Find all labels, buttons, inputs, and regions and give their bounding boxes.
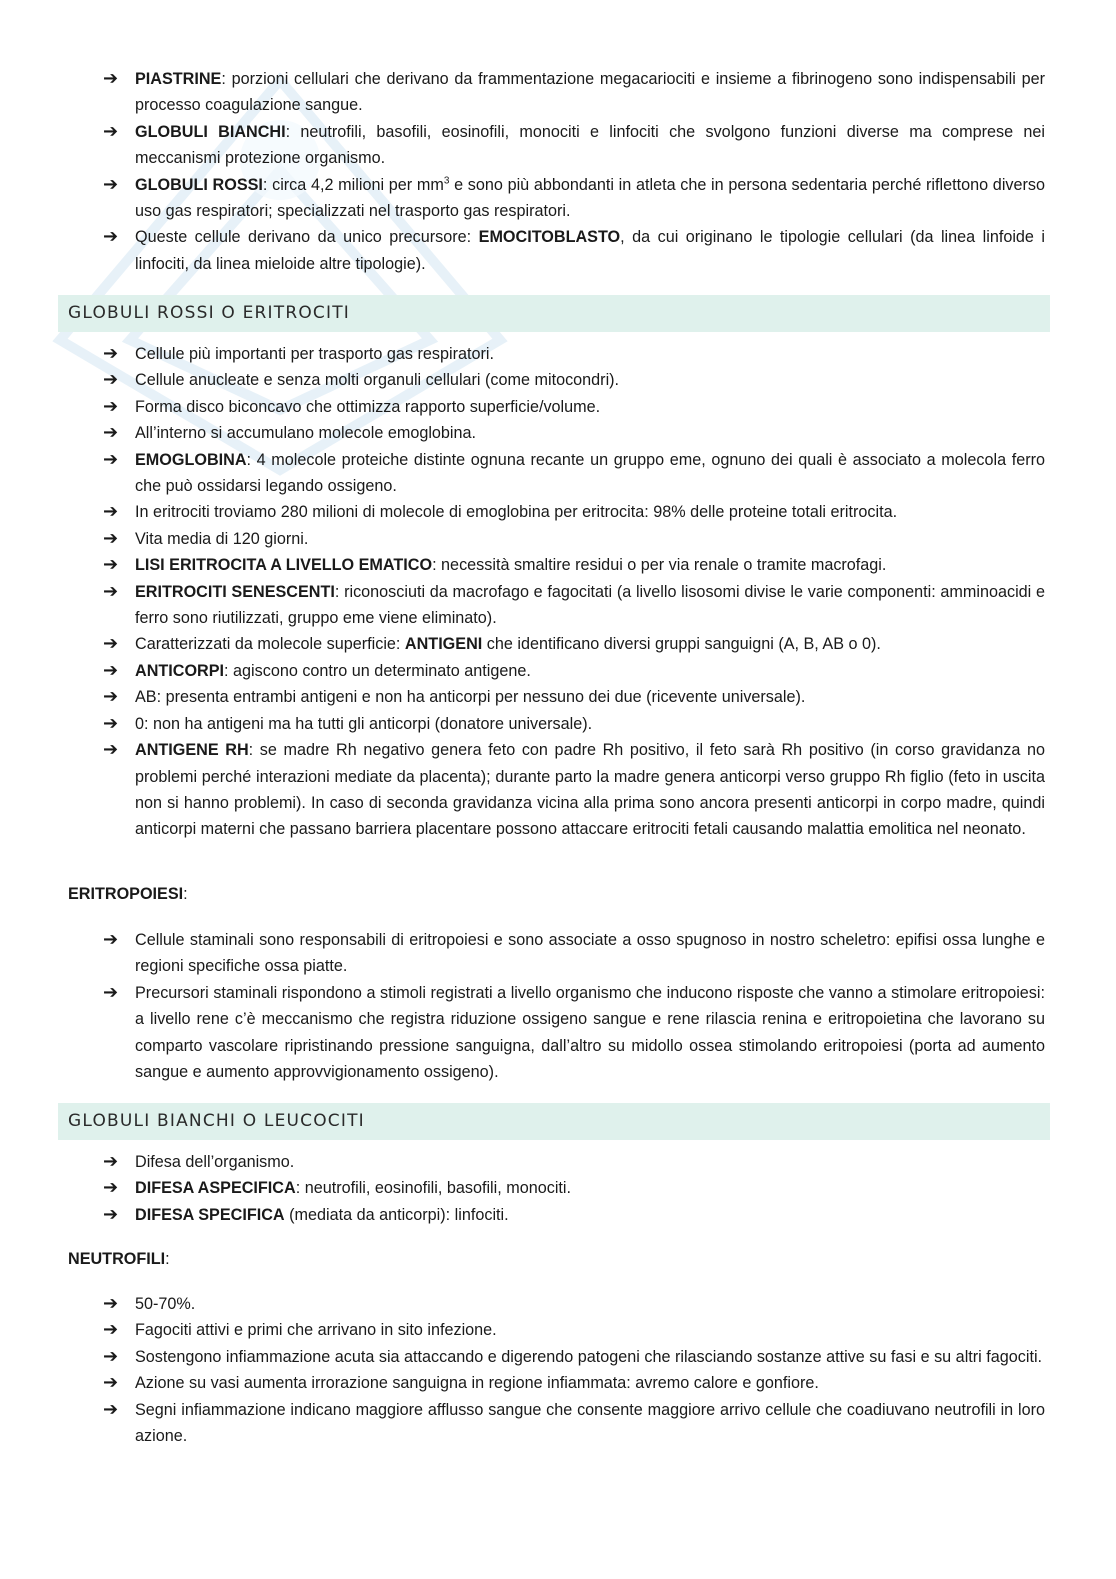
list-item: ➔ Fagociti attivi e primi che arrivano in sito infezione. bbox=[103, 1319, 497, 1341]
arrow-right-icon: ➔ bbox=[103, 554, 119, 576]
arrow-right-icon: ➔ bbox=[103, 369, 119, 391]
section-title: GLOBULI ROSSI O ERITROCITI bbox=[68, 303, 351, 323]
neutrofili-list bbox=[100, 1291, 1045, 1449]
arrow-right-icon: ➔ bbox=[103, 686, 119, 708]
list-item: ➔ In eritrociti troviamo 280 milioni di molecole di emoglobina per eritrocita: 98% delle proteine totali eritrocita. bbox=[103, 501, 898, 523]
list-item: ➔ AB: presenta entrambi antigeni e non ha anticorpi per nessuno dei due (ricevente universale). bbox=[103, 686, 806, 708]
list-item: ➔ Sostengono infiammazione acuta sia attaccando e digerendo patogeni che rilasciando sostanze attive su fasi e su altri fagociti. bbox=[103, 1345, 1043, 1367]
list-item: ➔ 0: non ha antigeni ma ha tutti gli anticorpi (donatore universale). bbox=[103, 712, 593, 734]
arrow-right-icon: ➔ bbox=[103, 712, 119, 734]
list-item: ➔ Azione su vasi aumenta irrorazione sanguigna in regione infiammata: avremo calore e gonfiore. bbox=[103, 1372, 819, 1394]
arrow-right-icon: ➔ bbox=[103, 981, 119, 1003]
list-item: ➔ EMOGLOBINA: 4 molecole proteiche distinte ognuna recante un gruppo eme, ognuno dei quali è associato a molecola ferro che può ossidarsi legando ossigeno. bbox=[103, 448, 1045, 496]
arrow-right-icon: ➔ bbox=[103, 448, 119, 470]
list-item: ➔ Segni infiammazione indicano maggiore afflusso sangue che consente maggiore arrivo cellule che coadiuvano neutrofili in loro azione. bbox=[103, 1398, 1045, 1446]
arrow-right-icon: ➔ bbox=[103, 1203, 119, 1225]
list-item: ➔ Caratterizzati da molecole superficie: ANTIGENI che identificano diversi gruppi sanguigni (A, B, AB o 0). bbox=[103, 633, 881, 655]
globuli-rossi-list bbox=[100, 341, 1045, 843]
arrow-right-icon: ➔ bbox=[103, 501, 119, 523]
arrow-right-icon: ➔ bbox=[103, 226, 119, 248]
arrow-right-icon: ➔ bbox=[103, 580, 119, 602]
arrow-right-icon: ➔ bbox=[103, 1177, 119, 1199]
list-item: ➔ Cellule staminali sono responsabili di eritropoiesi e sono associate a osso spugnoso in nostro scheletro: epifisi ossa lunghe e regioni specifiche ossa piatte. bbox=[103, 929, 1045, 976]
list-item: ➔ ANTIGENE RH: se madre Rh negativo genera feto con padre Rh positivo, il feto sarà Rh positivo (in corso gravidanza no problemi perché interazioni mediate da placenta); durante parto la madre genera anticorpi verso gruppo Rh figlio (feto in uscita non si hanno problemi). In caso di seconda gravidanza vicina alla prima sono ancora presenti anticorpi in corpo madre, quindi anticorpi materni che passano barriera placentare possono attaccare eritrociti fetali causando malattia emolitica nel neonato. bbox=[103, 739, 1045, 839]
subheading-eritropoiesi: ERITROPOIESI: bbox=[68, 885, 188, 903]
list-item: ➔ Queste cellule derivano da unico precursore: EMOCITOBLASTO, da cui originano le tipologie cellulari (da linea linfoide i linfociti, da linea mieloide altre tipologie). bbox=[103, 226, 1046, 273]
arrow-right-icon: ➔ bbox=[103, 68, 119, 89]
list-item: ➔ LISI ERITROCITA A LIVELLO EMATICO: necessità smaltire residui o per via renale o tramite macrofagi. bbox=[103, 554, 887, 576]
section-heading-globuli-rossi bbox=[58, 295, 1050, 332]
arrow-right-icon: ➔ bbox=[103, 395, 119, 417]
arrow-right-icon: ➔ bbox=[103, 1345, 119, 1367]
list-item: ➔ Vita media di 120 giorni. bbox=[103, 527, 309, 549]
globuli-bianchi-list bbox=[100, 1149, 1045, 1228]
arrow-right-icon: ➔ bbox=[103, 1151, 119, 1172]
arrow-right-icon: ➔ bbox=[103, 659, 119, 681]
list-item: ➔ Forma disco biconcavo che ottimizza rapporto superficie/volume. bbox=[103, 395, 601, 417]
arrow-right-icon: ➔ bbox=[103, 929, 119, 950]
eritropoiesi-list bbox=[100, 927, 1045, 1085]
arrow-right-icon: ➔ bbox=[103, 1319, 119, 1341]
list-item: ➔ ERITROCITI SENESCENTI: riconosciuti da macrofago e fagocitati (a livello lisosomi divise le varie componenti: amminoacidi e ferro sono riutilizzati, gruppo eme viene eliminato). bbox=[103, 580, 1045, 628]
list-item: ➔ Precursori staminali rispondono a stimoli registrati a livello organismo che inducono risposte che vanno a stimolare eritropoiesi: a livello rene c’è meccanismo che registra riduzione ossigeno sangue e rene rilascia renina e eritropoietina che lavorano su comparto vascolare ripristinando pressione sanguigna, dall’altro su midollo ossea stimolando eritropoiesi (porta ad aumento sangue e aumento approvvigionamento ossigeno). bbox=[103, 981, 1045, 1082]
arrow-right-icon: ➔ bbox=[103, 527, 119, 549]
list-item: ➔ GLOBULI ROSSI: circa 4,2 milioni per $mm^3$ e sono più abbondanti in atleta che in persona sedentaria perché riflettono diverso uso gas respiratori; specializzati nel trasporto gas respiratori. bbox=[103, 173, 1045, 221]
arrow-right-icon: ➔ bbox=[103, 173, 119, 195]
list-item: ➔ Cellule più importanti per trasporto gas respiratori. bbox=[103, 343, 494, 364]
section-heading-globuli-bianchi bbox=[58, 1103, 1050, 1140]
intro-list bbox=[100, 66, 1045, 277]
list-item: ➔ PIASTRINE: porzioni cellulari che derivano da frammentazione megacariociti e insieme a fibrinogeno sono indispensabili per processo coagulazione sangue. bbox=[103, 68, 1045, 115]
list-item: ➔ 50-70%. bbox=[103, 1293, 196, 1314]
list-item: ➔ ANTICORPI: agiscono contro un determinato antigene. bbox=[103, 659, 531, 681]
arrow-right-icon: ➔ bbox=[103, 120, 119, 142]
arrow-right-icon: ➔ bbox=[103, 343, 119, 364]
list-item: ➔ Difesa dell’organismo. bbox=[103, 1151, 295, 1172]
arrow-right-icon: ➔ bbox=[103, 1398, 119, 1420]
arrow-right-icon: ➔ bbox=[103, 633, 119, 655]
arrow-right-icon: ➔ bbox=[103, 422, 119, 444]
arrow-right-icon: ➔ bbox=[103, 1293, 119, 1314]
list-item: ➔ All’interno si accumulano molecole emoglobina. bbox=[103, 422, 477, 444]
list-item: ➔ GLOBULI BIANCHI: neutrofili, basofili, eosinofili, monociti e linfociti che svolgono funzioni diverse ma comprese nei meccanismi protezione organismo. bbox=[103, 120, 1045, 168]
section-title: GLOBULI BIANCHI O LEUCOCITI bbox=[68, 1111, 365, 1131]
list-item: ➔ DIFESA ASPECIFICA: neutrofili, eosinofili, basofili, monociti. bbox=[103, 1177, 572, 1199]
list-item: ➔ DIFESA SPECIFICA (mediata da anticorpi): linfociti. bbox=[103, 1203, 509, 1225]
arrow-right-icon: ➔ bbox=[103, 1372, 119, 1394]
list-item: ➔ Cellule anucleate e senza molti organuli cellulari (come mitocondri). bbox=[103, 369, 620, 391]
arrow-right-icon: ➔ bbox=[103, 739, 119, 761]
subheading-neutrofili: NEUTROFILI: bbox=[68, 1250, 170, 1268]
